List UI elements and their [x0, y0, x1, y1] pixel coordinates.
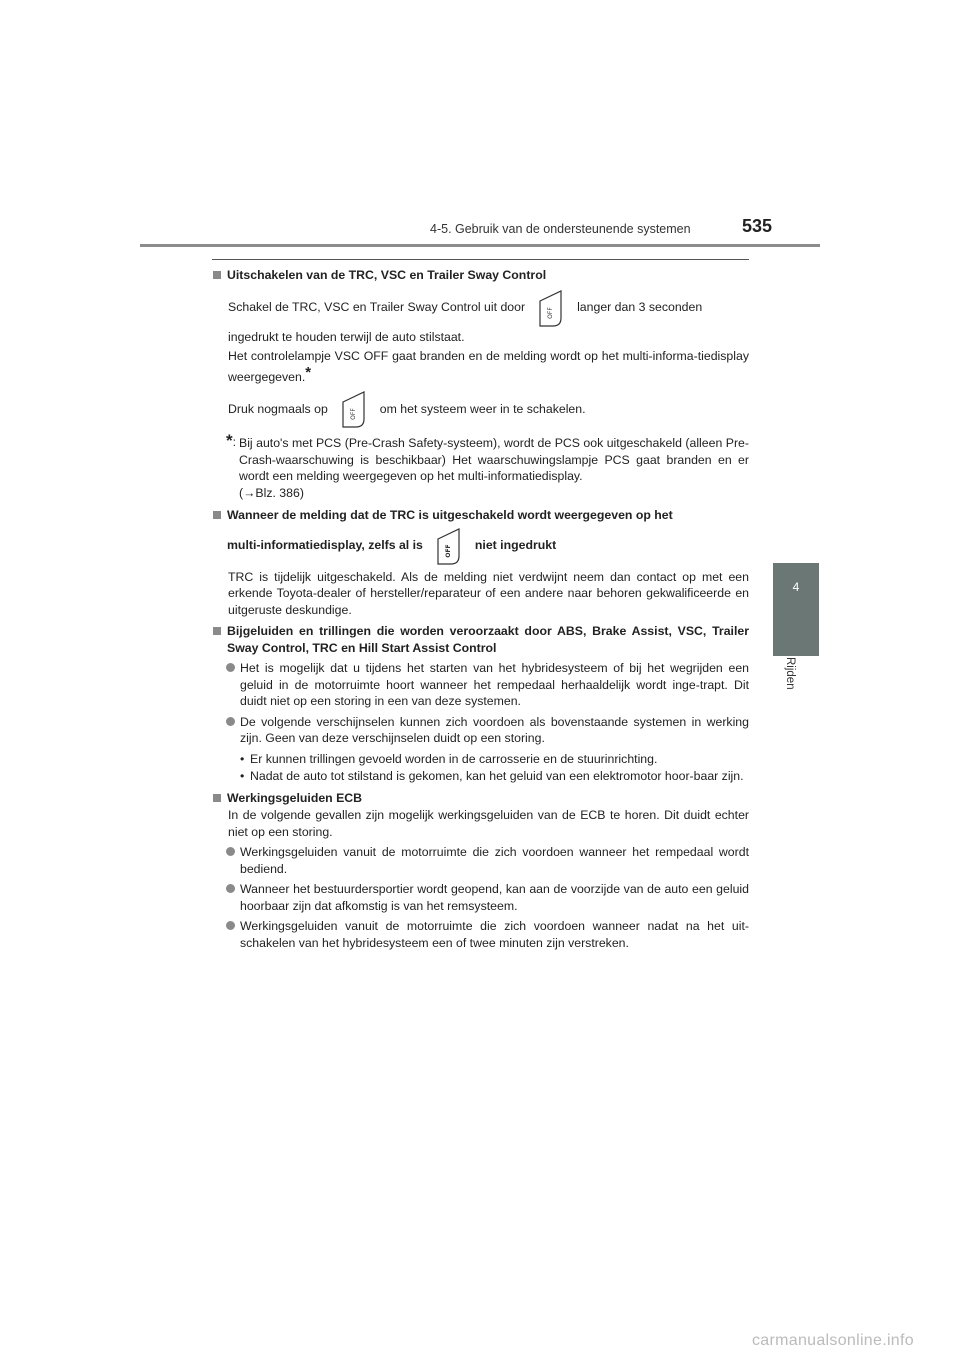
- vsc-off-button-icon: [537, 288, 565, 328]
- text: langer dan 3 seconden: [577, 300, 703, 315]
- section-heading-cont: [212, 526, 749, 566]
- list-item-text: De volgende verschijnselen kunnen zich voordoen als bovenstaande systemen in werking zijn. Geen van deze verschijnselen duidt op een storing.: [240, 714, 749, 745]
- round-bullet-icon: [226, 663, 235, 672]
- square-bullet-icon: [213, 627, 221, 635]
- list-item: [212, 881, 749, 914]
- vsc-off-button-icon: [435, 526, 463, 566]
- svg-text:OFF: OFF: [547, 306, 555, 319]
- vsc-off-button-icon: [340, 389, 368, 429]
- paragraph: [212, 348, 749, 385]
- paragraph: [212, 288, 749, 328]
- round-bullet-icon: [226, 921, 235, 930]
- list-item-text: Wanneer het bestuurdersportier wordt geopend, kan aan de voorzijde van de auto een geluid hoorbaar zijn dat afkomstig is van het remsysteem.: [240, 882, 749, 913]
- section-heading: [212, 507, 749, 524]
- text: Schakel de TRC, VSC en Trailer Sway Control uit door: [228, 300, 526, 315]
- content-top-rule: [212, 259, 749, 260]
- list-item: [212, 714, 749, 747]
- chapter-number: 4: [792, 580, 800, 594]
- text: Druk nogmaals op: [228, 401, 328, 416]
- sub-list-item-text: Er kunnen trillingen gevoeld worden in de carrosserie en de stuurinrichting.: [250, 751, 658, 766]
- square-bullet-icon: [213, 271, 221, 279]
- round-bullet-icon: [226, 717, 235, 726]
- sub-list-item: [212, 768, 749, 785]
- round-bullet-icon: [226, 884, 235, 893]
- heading-text: niet ingedrukt: [474, 538, 557, 553]
- sub-list-item: [212, 751, 749, 768]
- heading-text: Uitschakelen van de TRC, VSC en Trailer Sway Control: [227, 268, 547, 282]
- paragraph: [212, 389, 749, 429]
- paragraph: ingedrukt te houden terwijl de auto stilstaat.: [228, 329, 465, 344]
- footnote-marker: *:: [226, 431, 237, 450]
- page-content: [212, 262, 749, 951]
- header-section-title: 4-5. Gebruik van de ondersteunende systemen: [430, 222, 691, 236]
- sub-bullet: •: [240, 751, 245, 766]
- chapter-tab: [773, 563, 819, 656]
- list-item-text: Het is mogelijk dat u tijdens het starten van het hybridesysteem of bij het wegrijden een geluid in de motorruimte hoort wanneer het rempedaal herhaaldelijk wordt inge-trapt. Dit duidt niet op een storing in een van deze systemen.: [240, 661, 749, 708]
- paragraph: TRC is tijdelijk uitgeschakeld. Als de melding niet verdwijnt neem dan contact op met een erkende Toyota-dealer of hersteller/reparateur of een andere naar behoren gekwalificeerde en uitgeruste deskundige.: [228, 569, 749, 617]
- sub-list-item-text: Nadat de auto tot stilstand is gekomen, kan het geluid van een elektromotor hoor-baar zijn.: [250, 769, 744, 783]
- heading-text: Werkingsgeluiden ECB: [227, 790, 363, 805]
- svg-text:OFF: OFF: [444, 543, 452, 558]
- list-item: [212, 918, 749, 951]
- round-bullet-icon: [226, 847, 235, 856]
- section-heading: [212, 790, 749, 807]
- sub-bullet: •: [240, 769, 245, 783]
- page-reference: (→Blz. 386): [239, 485, 304, 500]
- heading-text: Bijgeluiden en trillingen die worden veroorzaakt door ABS, Brake Assist, VSC, Trailer Sway Control, TRC en Hill Start Assist Control: [227, 624, 749, 655]
- paragraph: In de volgende gevallen zijn mogelijk werkingsgeluiden van de ECB te horen. Dit duidt echter niet op een storing.: [228, 808, 749, 839]
- footnote-mark: *: [305, 363, 312, 381]
- text: om het systeem weer in te schakelen.: [379, 401, 586, 416]
- svg-text:OFF: OFF: [349, 408, 357, 420]
- footnote: [212, 431, 749, 501]
- list-item-text: Werkingsgeluiden vanuit de motorruimte die zich voordoen wanneer nadat na het uit-schakelen van het hybridesysteem een of twee minuten zijn verstreken.: [240, 919, 749, 950]
- chapter-label: Rijden: [784, 657, 796, 690]
- text: Het controlelampje VSC OFF gaat branden en de melding wordt op het multi-informa-tiedisplay weergegeven.: [228, 349, 749, 384]
- list-item-text: Werkingsgeluiden vanuit de motorruimte die zich voordoen wanneer het rempedaal wordt bediend.: [240, 845, 749, 876]
- square-bullet-icon: [213, 511, 221, 519]
- square-bullet-icon: [213, 794, 221, 802]
- list-item: [212, 660, 749, 710]
- section-heading: [212, 623, 749, 656]
- watermark: carmanualsonline.info: [752, 1332, 914, 1349]
- heading-text: Wanneer de melding dat de TRC is uitgeschakeld wordt weergegeven op het: [227, 508, 673, 522]
- footnote-text: Bij auto's met PCS (Pre-Crash Safety-systeem), wordt de PCS ook uitgeschakeld (alleen Pre-Crash-waarschuwing is beschikbaar) Het waarschuwingslampje PCS gaat branden en er wordt een melding weergegeven op het multi-informatiedisplay.: [239, 436, 749, 483]
- list-item: [212, 844, 749, 877]
- section-heading: [212, 267, 749, 284]
- heading-text: multi-informatiedisplay, zelfs al is: [227, 538, 423, 553]
- page-number: 535: [742, 216, 773, 236]
- header-rule: [140, 244, 820, 247]
